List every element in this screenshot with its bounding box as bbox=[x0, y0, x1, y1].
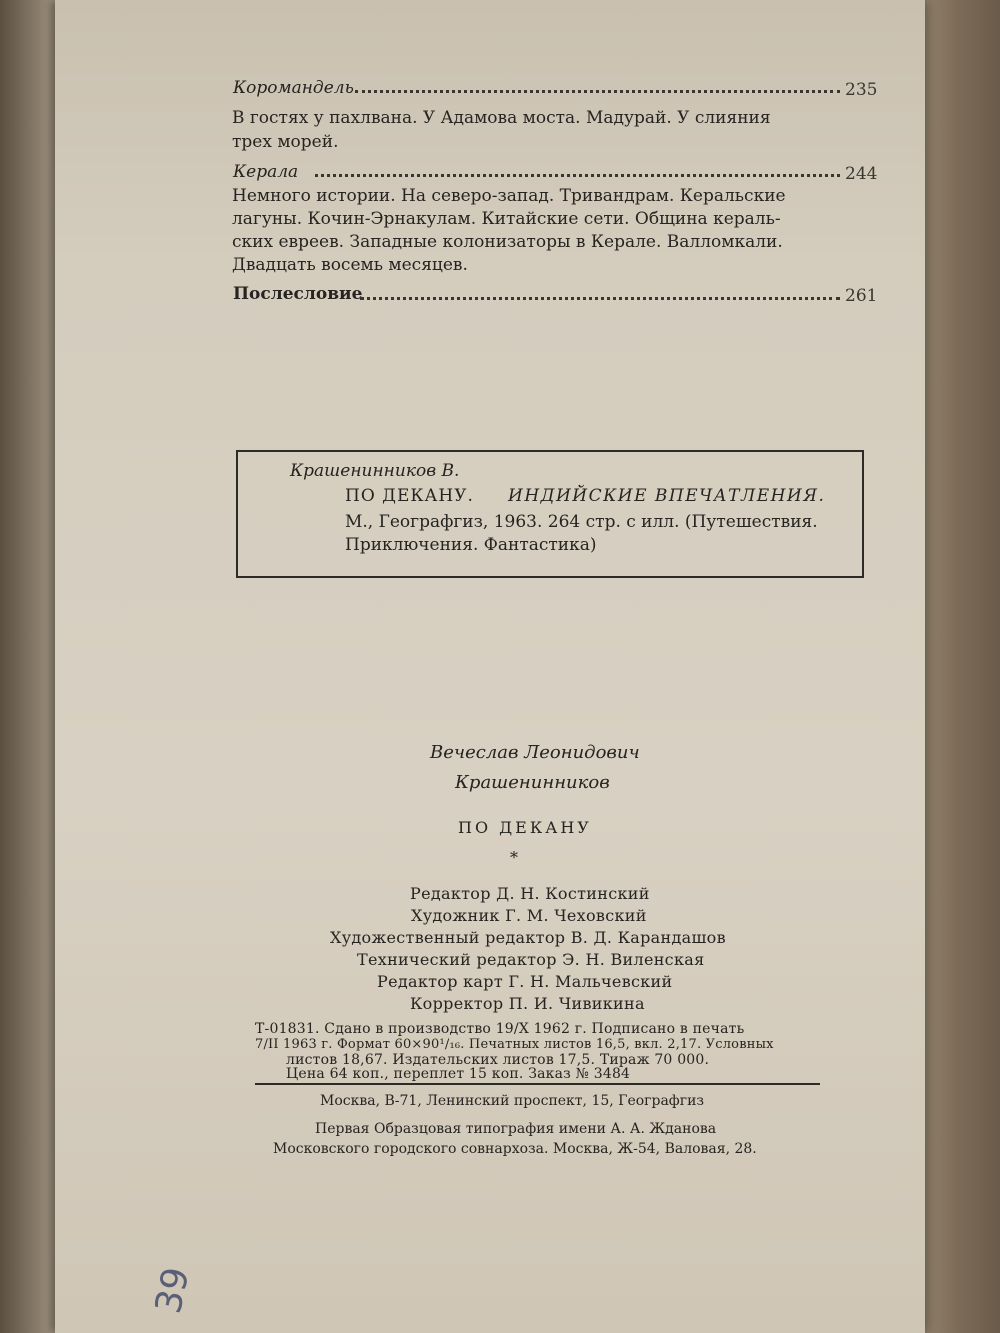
toc-page-number: 261 bbox=[845, 286, 878, 306]
toc-title-coromandel: Коромандель bbox=[233, 78, 354, 98]
publisher-address: Москва, В-71, Ленинский проспект, 15, Географгиз bbox=[320, 1093, 705, 1109]
imprint-line: Цена 64 коп., переплет 15 коп. Заказ № 3484 bbox=[286, 1066, 631, 1082]
imprint-line: 7/II 1963 г. Формат 60×90¹/₁₆. Печатных листов 16,5, вкл. 2,17. Условных bbox=[255, 1037, 774, 1052]
toc-description-line: лагуны. Кочин-Эрнакулам. Китайские сети. Община кераль- bbox=[232, 209, 781, 229]
toc-description-line: В гостях у пахлвана. У Адамова моста. Мадурай. У слияния bbox=[232, 108, 771, 128]
toc-leader-dots bbox=[355, 90, 840, 93]
toc-description-line: Немного истории. На северо-запад. Тривандрам. Керальские bbox=[232, 186, 786, 206]
credit-line: Технический редактор Э. Н. Виленская bbox=[357, 950, 705, 969]
toc-leader-dots bbox=[360, 297, 840, 300]
bib-title-plain: ПО ДЕКАНУ. bbox=[345, 486, 474, 506]
author-first-name: Вечеслав Леонидович bbox=[430, 742, 640, 763]
separator-star: * bbox=[510, 848, 518, 867]
bib-title-italic: ИНДИЙСКИЕ ВПЕЧАТЛЕНИЯ. bbox=[508, 486, 826, 506]
bib-imprint-line: М., Географгиз, 1963. 264 стр. с илл. (Путешествия. bbox=[345, 512, 818, 532]
bib-author: Крашенинников В. bbox=[290, 461, 460, 481]
printing-house-line: Первая Образцовая типография имени А. А. Жданова bbox=[315, 1121, 717, 1137]
credit-line: Художник Г. М. Чеховский bbox=[411, 906, 647, 925]
toc-description-line: ских евреев. Западные колонизаторы в Керале. Валломкали. bbox=[232, 232, 783, 252]
handwritten-number: 39 bbox=[148, 1263, 198, 1318]
divider-rule bbox=[255, 1083, 820, 1085]
imprint-line: листов 18,67. Издательских листов 17,5. Тираж 70 000. bbox=[286, 1052, 710, 1068]
credit-line: Художественный редактор В. Д. Карандашов bbox=[330, 928, 726, 947]
bib-series-line: Приключения. Фантастика) bbox=[345, 535, 597, 555]
toc-title-afterword: Послесловие bbox=[233, 284, 363, 304]
toc-description-line: трех морей. bbox=[232, 132, 339, 152]
printing-house-line: Московского городского совнархоза. Москва, Ж-54, Валовая, 28. bbox=[273, 1141, 757, 1157]
toc-page-number: 235 bbox=[845, 80, 878, 100]
credit-line: Корректор П. И. Чивикина bbox=[410, 994, 645, 1013]
toc-leader-dots bbox=[315, 174, 840, 177]
credit-line: Редактор карт Г. Н. Мальчевский bbox=[377, 972, 673, 991]
imprint-line: Т-01831. Сдано в производство 19/X 1962 г. Подписано в печать bbox=[255, 1021, 745, 1037]
book-title: ПО ДЕКАНУ bbox=[458, 818, 592, 837]
toc-page-number: 244 bbox=[845, 164, 878, 184]
toc-title-kerala: Керала bbox=[233, 162, 299, 182]
author-last-name: Крашенинников bbox=[455, 772, 610, 793]
credit-line: Редактор Д. Н. Костинский bbox=[410, 884, 650, 903]
background-right-page bbox=[915, 0, 1000, 1333]
toc-description-line: Двадцать восемь месяцев. bbox=[232, 255, 468, 275]
